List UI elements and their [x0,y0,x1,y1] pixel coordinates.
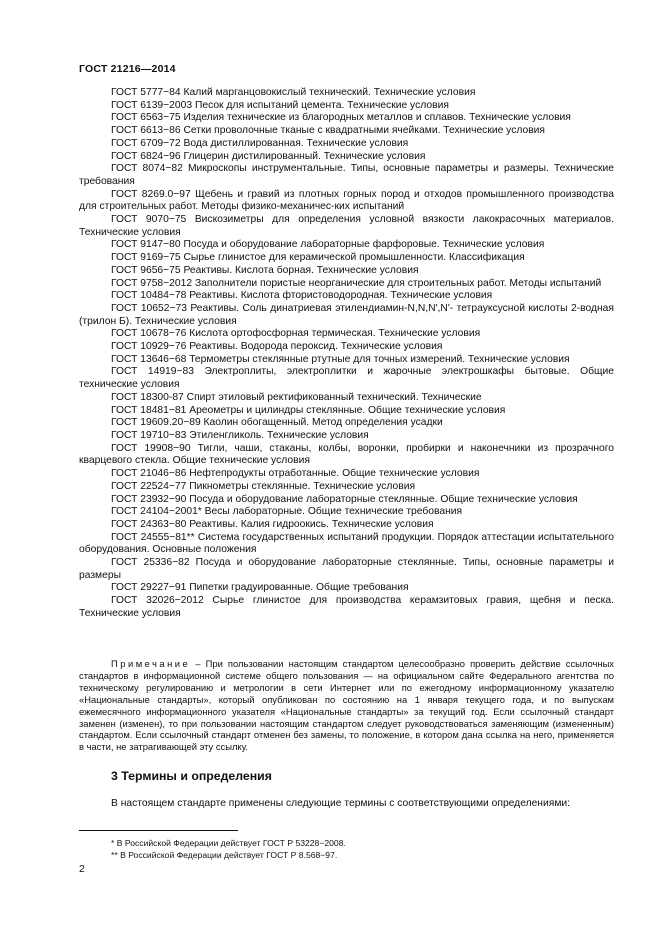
reference-item: ГОСТ 6139−2003 Песок для испытаний цемента. Технические условия [111,99,449,111]
reference-item: ГОСТ 22524−77 Пикнометры стеклянные. Технические условия [111,480,416,492]
reference-item: ГОСТ 24363−80 Реактивы. Калия гидроокись. Технические условия [111,518,434,530]
reference-item: ГОСТ 8074−82 Микроскопы инструментальные. Типы, основные параметры и размеры. Технические требования [79,163,614,187]
section-intro: В настоящем стандарте применены следующие термины с соответствующими определениями: [111,798,571,809]
reference-item: ГОСТ 5777−84 Калий марганцовокислый технический. Технические условия [111,87,476,98]
reference-item: ГОСТ 8269.0−97 Щебень и гравий из плотных горных пород и отходов промышленного производства для строительных работ. Методы физико-механичес-ких испытаний [79,188,614,213]
reference-item: ГОСТ 10929−76 Реактивы. Водорода пероксид. Технические условия [111,341,443,353]
reference-item: ГОСТ 19710−83 Этиленгликоль. Технические условия [111,429,369,441]
reference-item: ГОСТ 25336−82 Посуда и оборудование лабораторные стеклянные. Типы, основные параметры и размеры [79,557,614,581]
document-header: ГОСТ 21216—2014 [79,63,176,75]
reference-item: ГОСТ 10678−76 Кислота ортофосфорная термическая. Технические условия [111,328,481,340]
reference-item: ГОСТ 23932−90 Посуда и оборудование лабораторные стеклянные. Общие технические условия [111,493,578,505]
note-paragraph [79,658,614,753]
reference-item: ГОСТ 13646−68 Термометры стеклянные ртутные для точных измерений. Технические условия [111,353,570,365]
page-number: 2 [79,863,85,875]
reference-item: ГОСТ 9070−75 Вискозиметры для определения условной вязкости лакокрасочных материалов. Технические условия [79,214,614,238]
reference-item: ГОСТ 10484−78 Реактивы. Кислота фтористоводородная. Технические условия [111,290,493,302]
section-title: 3 Термины и определения [111,769,272,783]
reference-item: ГОСТ 9656−75 Реактивы. Кислота борная. Технические условия [111,264,419,276]
reference-item: ГОСТ 6709−72 Вода дистиллированная. Технические условия [111,137,409,149]
reference-item: ГОСТ 9758−2012 Заполнители пористые неорганические для строительных работ. Методы испытаний [111,277,602,289]
reference-item: ГОСТ 32026−2012 Сырье глинистое для производства керамзитовых гравия, щебня и песка. Технические условия [79,595,614,619]
footnote-separator [79,830,238,831]
reference-item: ГОСТ 21046−86 Нефтепродукты отработанные. Общие технические условия [111,468,480,480]
reference-item: ГОСТ 14919−83 Электроплиты, электроплитки и жарочные электрошкафы бытовые. Общие технические условия [79,366,614,391]
reference-item: ГОСТ 19609.20−89 Каолин обогащенный. Метод определения усадки [111,417,443,429]
reference-item: ГОСТ 24104−2001* Весы лабораторные. Общие технические требования [111,506,463,518]
reference-item: ГОСТ 24555−81** Система государственных испытаний продукции. Порядок аттестации испытательного оборудования. Основные положения [79,531,614,556]
footnote: * В Российской Федерации действует ГОСТ Р 53228−2008. [111,838,346,848]
reference-item: ГОСТ 6613−86 Сетки проволочные тканые с квадратными ячейками. Технические условия [111,125,546,137]
reference-item: ГОСТ 6563−75 Изделия технические из благородных металлов и сплавов. Технические условия [111,112,571,124]
reference-item: ГОСТ 29227−91 Пипетки градуированные. Общие требования [111,582,409,594]
reference-item: ГОСТ 18300-87 Спирт этиловый ректификованный технический. Технические [111,391,482,403]
footnote: ** В Российской Федерации действует ГОСТ Р 8.568−97. [111,849,338,860]
reference-item: ГОСТ 10652−73 Реактивы. Соль динатриевая этилендиамин-N,N,N',N'- тетрауксусной кислоты 2-водная (трилон Б). Технические условия [79,302,614,327]
note-label: Примечание [111,658,191,669]
reference-item: ГОСТ 9147−80 Посуда и оборудование лабораторные фарфоровые. Технические условия [111,239,545,251]
reference-item: ГОСТ 6824−96 Глицерин дистилированный. Технические условия [111,150,426,162]
reference-item: ГОСТ 9169−75 Сырье глинистое для керамической промышленности. Классификация [111,252,525,264]
reference-item: ГОСТ 18481−81 Ареометры и цилиндры стеклянные. Общие технические условия [111,404,506,416]
note-text: – При пользовании настоящим стандартом целесообразно проверить действие ссылочных стандартов в информационной системе общего пользования — на официальном сайте Федерального агентства по техническому регулированию и метрологии в сети Интернет или по ежегодному информационному указателю «Национальные стандарты», который опубликован по состоянию на 1 января текущего года, и по выпускам ежемесячного информационного указателя «Национальные стандарты» за текущий год. Если ссылочный стандарт заменен (изменен), то при пользовании настоящим стандартом следует руководствоваться заменяющим (измененным) стандартом. Если ссылочный стандарт отменен без замены, то положение, в котором дана ссылка на него, применяется в части, не затрагивающей эту ссылку. [79,658,614,753]
reference-item: ГОСТ 19908−90 Тигли, чаши, стаканы, колбы, воронки, пробирки и наконечники из прозрачного кварцевого стекла. Общие технические условия [79,442,614,467]
normative-references-list [79,87,614,621]
footnotes [79,838,614,861]
